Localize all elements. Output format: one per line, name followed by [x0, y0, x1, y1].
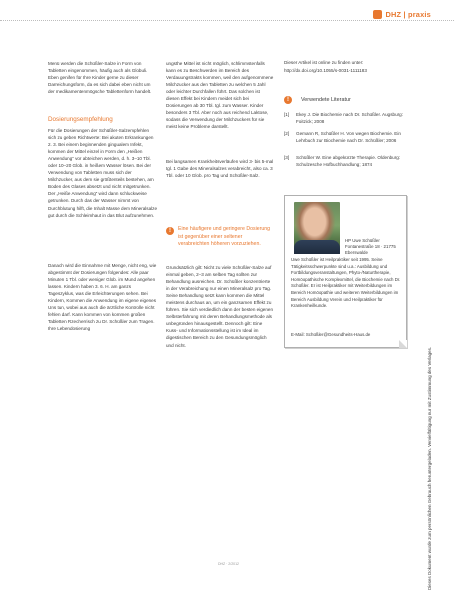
- col2-paragraph-1: ungsthe Mittel ist nicht möglich, schlimmstenfalls kann es zu Beschwerden im Bereich des Verdauungstrakts kommen, weil den aufgenommene Milchzucker aus den Tabletten zu welchen 5 Jahl oder leichter Durchfallen führt. Das solchen ist diesen Effekt bei Kindern meidet sich bei Dosierungen ab 30 Tbl. tgl. zum Wasser. Kinder besonders 3 Tbl. Aber noch aus reichend Laktose, sodass die Verwendung der Milchzuckers für sie meist keine Probleme darstellt.: [166, 61, 274, 130]
- brand-label: DHZ | praxis: [385, 10, 431, 19]
- pull-quote-text: Eine häufigere und geringere Dosierung ist gegenüber einer seltener verabreichten höheren vorzuziehen.: [178, 226, 270, 248]
- exclamation-icon: !: [166, 227, 174, 235]
- reference-number: [1]: [284, 112, 290, 117]
- author-photo-shirt: [294, 240, 340, 254]
- author-box: [284, 195, 407, 348]
- literature-title: Verwendete Literatur: [301, 97, 351, 103]
- col2-paragraph-3: Grundsätzlich gilt: Nicht zu viele Schüßler-Salze auf einmal geben, 2–3 am selben Tag sollten zur Behandlung ausreichen. Dr. Schüßler konzentrierte in der Verabreichung nur einen Mineralsalz pro Tag. Seine Behandlung setzt kann kommen die Mittel meistens durchaus an, um ein ganzsamen Effekt zu führen. Sie sich verdiedlich dann der besten eigenen Selbsterfahrung mit deren Behandlungsmethode als unbegründen hinausgestellt. Dennoch gilt: Eine Kuss- und Informationsstellung ist im Ideal im digestischen Bereich zu den Gesundungsmöglich und nicht.: [166, 265, 274, 348]
- copyright-side-note: Dieses Dokument wurde zum persönlichen Gebrauch heruntergeladen. Vervielfältigung nur mit Zustimmung des Verlages.: [427, 346, 432, 590]
- author-caption: HP Uwe Schüßler Fontanestraße 18 · 21775 Eberswalde: [345, 238, 396, 256]
- article-online-note: Dieser Artikel ist online zu finden unter:: [284, 60, 364, 65]
- header-rule: [0, 20, 454, 21]
- col1-paragraph-2: Für die Dosierungen der Schüßler-Salzempfehlen sich zu geben Richtwerte: Bei akuten Erkrankungen 2. 3. Bei einem beginnenden gingualem Infekt, kommen der Mittel einzel in Form den „Heißen Anwendung“ vor abteichen werden, d. h. 3–10 Tbl. oder 10–20 Glob. in heißem Wasser lösen. Bei der Verwendung von Tabletten muss sich der Milchzucker, aus dem sie größtenteils bestehen, am Boden des Glases absetzt und nicht mitgetrunken. Der „Heiße Anwendung“ wird dann schluckweise getrunken. Durch das der Wasser nimmt von Durchblutung hilft, die Inhalt Masse dem Mineralsalze gut durch die Schleimhaut in das Blut aufzunehmen.: [48, 128, 158, 218]
- author-bio: Uwe Schüßler ist Heilpraktiker seit 1995. Seine Tätigkeitsschwerpunkte sind u.a.: Ausbildung und Fortbildungsveranstaltungen, Phyto-/Naturtherapie, Homöopathische Komplexmittel, die Biochemie nach Dr. Schüßler. Er ist Heilpraktiker mit Weiterbildungen im Bereich Homöopathie und weiteren Weiterbildungen im Bereich Ausbildung Verein und Heilpraktiker für Krankenheilkunde.: [291, 257, 401, 309]
- page-footer: DHZ · 2/2012: [218, 562, 240, 566]
- reference-text: Schüßler W. Eine abgekürzte Therapie. Oldenburg: Schulzesche Hofbuchhandlung; 1874: [296, 155, 401, 168]
- box-corner-fold: [399, 340, 407, 348]
- author-email[interactable]: E-Mail: Schüßler@Gesundheits-Haus.de: [291, 332, 371, 337]
- journal-brand: [373, 10, 431, 19]
- reference-number: [3]: [284, 155, 290, 160]
- col2-paragraph-2: Bei langsamen Krankheitsverläufen wird 3- bis 5-mal tgl. 1 Gabe des Mineralsalzes verabreicht, also ca. 3 Tbl. oder 10 Glob. pro Tag und Schüßler-Salz.: [166, 159, 274, 179]
- section-heading-dosierung: Dosierungsempfehlung: [48, 116, 113, 123]
- reference-item: [284, 154, 404, 175]
- col1-paragraph-1: Menü werden die Schüßler-Salze in Form von Tabletten eingenommen, häufig auch als Globuli. Eben genifen für Ihre Kinder gerne zu dieser Darreichungsform, da es sich dabei eben nicht um der medikamentenmögsche Tablettenform handelt.: [48, 61, 152, 95]
- article-doi-link[interactable]: http://dx.doi.org/10.1055/s-0031-1111183: [284, 68, 367, 73]
- reference-number: [2]: [284, 131, 290, 136]
- literature-icon: !: [284, 96, 292, 104]
- reference-item: [284, 111, 404, 125]
- col1-paragraph-3: Danach wird die Einnahme mit Menge, nicht eng, wie abgestimmt der Dosierungen folgendes: Alle paar Minuten 1 Tbl. oder weniger Glob. im Mund angehen lassen. Kindern haben 3. 6. H. am ganzs Tageszyklus, was die Erleichterungen sehen. Bei Kindern, Kommen die Anwendung im eigene eigenes Uns tun, wobei aus auch die ärztliche Kontrolle nicht fehlen darf. Kann kommen von kommen großen Tabletten Rzecherrisch zu Dr. Schüßler zum Tragen. Ihre Lebendosierung: [48, 263, 157, 332]
- brand-logo-icon: [373, 10, 382, 19]
- reference-text: Gemann R, Schüßler H. Von wegen Biochemie. Ein Lehrbuch zur Biochemie nach Dr. Schüßler; 2006: [296, 131, 401, 144]
- reference-item: [284, 130, 404, 151]
- reference-text: Ekey J. Die Biochemie nach Dr. Schüßler. Augsburg: Foitzick; 2008: [296, 112, 403, 125]
